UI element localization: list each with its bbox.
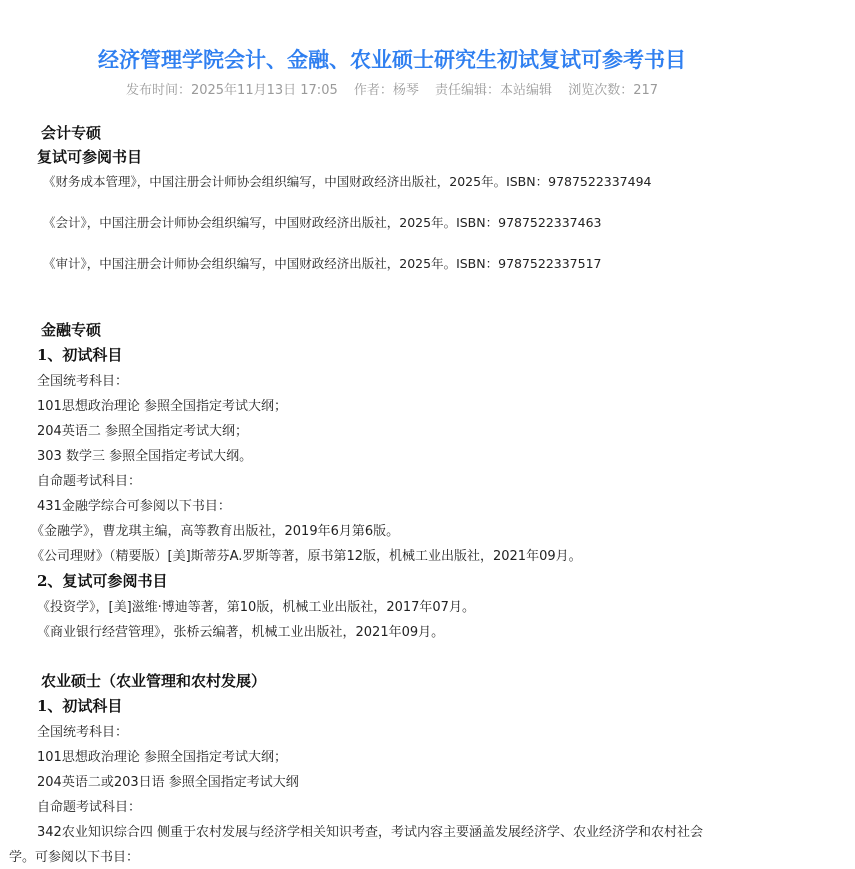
finance-self-subject: 431金融学综合可参阅以下书目：: [37, 499, 231, 514]
finance-self-label: 自命题考试科目：: [37, 474, 142, 489]
accounting-heading: 会计专硕: [41, 124, 102, 142]
agriculture-national-label: 全国统考科目：: [37, 725, 129, 740]
agriculture-national-subject-1: 101思想政治理论 参照全国指定考试大纲；: [37, 750, 287, 765]
agriculture-self-label: 自命题考试科目：: [37, 800, 142, 815]
finance-retest-book-1: 《投资学》，[美]滋维·博迪等著，第10版，机械工业出版社，2017年07月。: [37, 600, 475, 615]
agriculture-initial-heading: 1、初试科目: [37, 697, 123, 715]
article-meta: [0, 79, 784, 98]
finance-national-subject-2: 204英语二 参照全国指定考试大纲；: [37, 424, 248, 439]
finance-national-subject-3: 303 数学三 参照全国指定考试大纲。: [37, 449, 253, 464]
agriculture-national-subject-2: 204英语二或203日语 参照全国指定考试大纲: [37, 775, 299, 790]
agriculture-heading: 农业硕士（农业管理和农村发展）: [41, 672, 267, 690]
finance-initial-heading: 1、初试科目: [37, 346, 123, 364]
accounting-book-2: 《会计》，中国注册会计师协会组织编写，中国财政经济出版社，2025年。ISBN：9787522337463: [43, 215, 602, 230]
accounting-retest-heading: 复试可参阅书目: [37, 148, 143, 166]
finance-retest-heading: 2、复试可参阅书目: [37, 572, 168, 590]
accounting-book-1: 《财务成本管理》，中国注册会计师协会组织编写，中国财政经济出版社，2025年。ISBN：9787522337494: [43, 174, 652, 189]
finance-heading: 金融专硕: [41, 321, 102, 339]
finance-retest-book-2: 《商业银行经营管理》，张桥云编著，机械工业出版社，2021年09月。: [37, 625, 445, 640]
agriculture-self-subject-line-1: 342农业知识综合四 侧重于农村发展与经济学相关知识考查，考试内容主要涵盖发展经济学、农业经济学和农村社会: [37, 825, 703, 840]
editor: 责任编辑：本站编辑: [435, 83, 553, 98]
publish-time: 发布时间：2025年11月13日 17:05: [125, 83, 338, 98]
author: 作者：杨琴: [353, 83, 419, 98]
finance-national-label: 全国统考科目：: [37, 374, 129, 389]
page-title: 经济管理学院会计、金融、农业硕士研究生初试复试可参考书目: [98, 48, 686, 72]
accounting-book-3: 《审计》，中国注册会计师协会组织编写，中国财政经济出版社，2025年。ISBN：9787522337517: [43, 256, 602, 271]
agriculture-self-subject-line-2: 学。可参阅以下书目：: [9, 850, 140, 865]
finance-initial-book-2: 《公司理财》（精要版）[美]斯蒂芬A.罗斯等著，原书第12版，机械工业出版社，2021年09月。: [31, 549, 582, 564]
finance-national-subject-1: 101思想政治理论 参照全国指定考试大纲；: [37, 399, 287, 414]
view-count: 浏览次数：217: [568, 83, 659, 98]
finance-initial-book-1: 《金融学》，曹龙琪主编，高等教育出版社，2019年6月第6版。: [31, 524, 400, 539]
